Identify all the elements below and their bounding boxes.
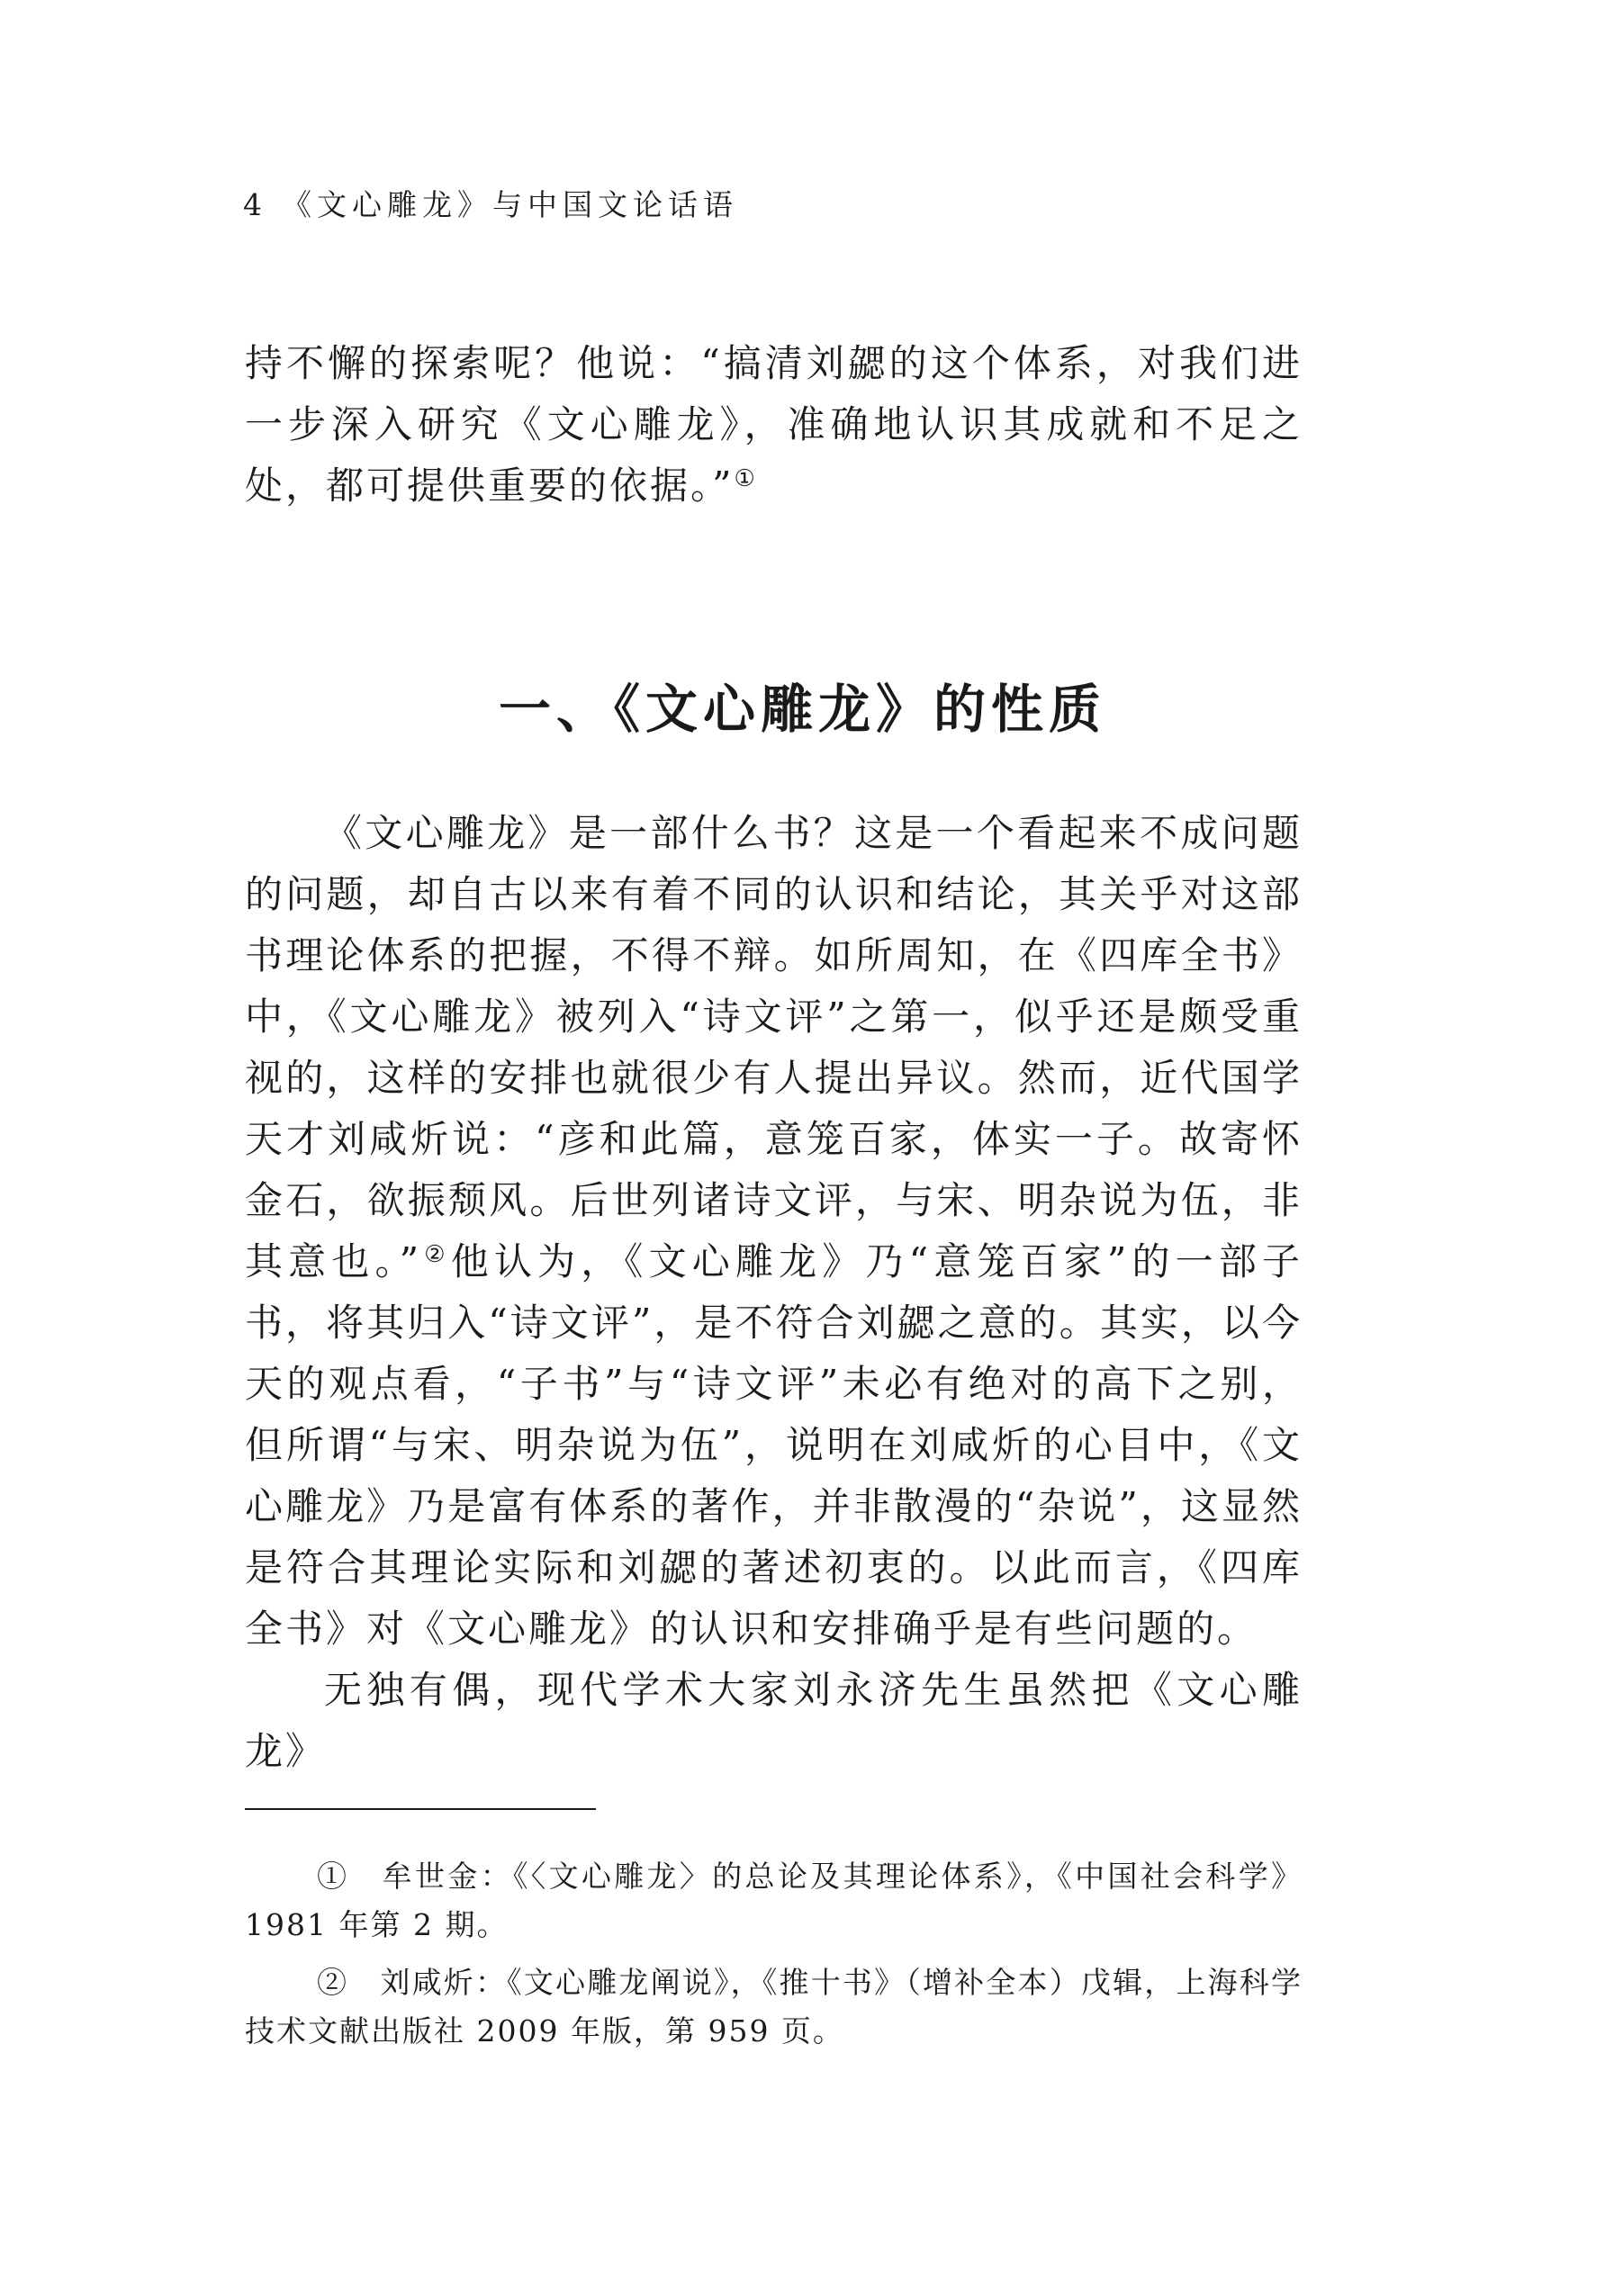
footnote-2-mark: ② bbox=[317, 1965, 349, 2000]
section-heading: 一、《文心雕龙》的性质 bbox=[498, 679, 1106, 741]
footnote-1-mark: ① bbox=[317, 1859, 350, 1894]
continued-paragraph-block bbox=[245, 333, 1303, 517]
footnotes bbox=[245, 1852, 1303, 2065]
body-paragraph-1 bbox=[245, 803, 1303, 1660]
body-paragraph-2-text: 无独有偶，现代学术大家刘永济先生虽然把《文心雕龙》 bbox=[245, 1668, 1303, 1773]
continued-paragraph bbox=[245, 333, 1303, 517]
footnote-1-text: 牟世金：《〈文心雕龙〉的总论及其理论体系》，《中国社会科学》1981 年第 2 期。 bbox=[245, 1859, 1303, 1942]
body-paragraph-2 bbox=[245, 1660, 1303, 1782]
footnote-ref-2[interactable]: ② bbox=[421, 1241, 451, 1268]
continued-paragraph-text: 持不懈的探索呢？他说：“搞清刘勰的这个体系，对我们进一步深入研究《文心雕龙》，准确地认识其成就和不足之处，都可提供重要的依据。” bbox=[245, 341, 1303, 508]
running-header-title: 《文心雕龙》与中国文论话语 bbox=[282, 187, 738, 222]
footnote-ref-1[interactable]: ① bbox=[734, 465, 758, 492]
body-paragraph-1-text-a: 《文心雕龙》是一部什么书？这是一个看起来不成问题的问题，却自古以来有着不同的认识和结论，其关乎对这部书理论体系的把握，不得不辩。如所周知，在《四库全书》中，《文心雕龙》被列入“诗文评”之第一，似乎还是颇受重视的，这样的安排也就很少有人提出异议。然而，近代国学天才刘咸炘说：“彦和此篇，意笼百家，体实一子。故寄怀金石，欲振颓风。后世列诸诗文评，与宋、明杂说为伍，非其意也。” bbox=[245, 811, 1303, 1283]
page-number: 4 bbox=[243, 187, 262, 222]
footnote-1 bbox=[245, 1852, 1303, 1949]
running-header bbox=[243, 187, 738, 223]
footnote-2-text: 刘咸炘：《文心雕龙阐说》，《推十书》（增补全本）戊辑，上海科学技术文献出版社 2009 年版，第 959 页。 bbox=[245, 1965, 1303, 2048]
body-text-block bbox=[245, 803, 1303, 1782]
footnote-2 bbox=[245, 1958, 1303, 2056]
body-paragraph-1-text-b: 他认为，《文心雕龙》乃“意笼百家”的一部子书，将其归入“诗文评”，是不符合刘勰之意的。其实，以今天的观点看，“子书”与“诗文评”未必有绝对的高下之别，但所谓“与宋、明杂说为伍”，说明在刘咸炘的心目中，《文心雕龙》乃是富有体系的著作，并非散漫的“杂说”，这显然是符合其理论实际和刘勰的著述初衷的。以此而言，《四库全书》对《文心雕龙》的认识和安排确乎是有些问题的。 bbox=[245, 1239, 1303, 1651]
footnote-divider bbox=[245, 1808, 596, 1810]
